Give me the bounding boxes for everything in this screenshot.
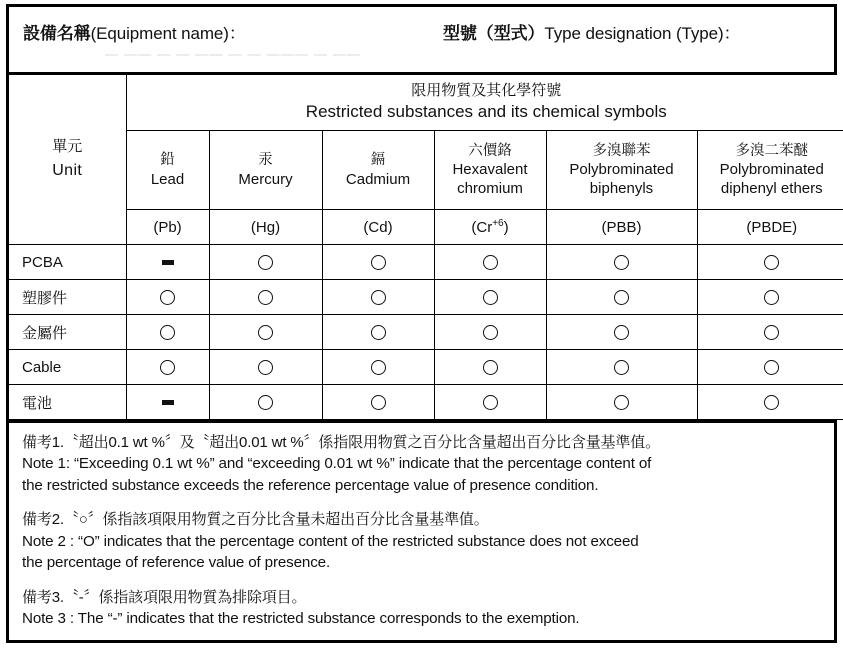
row-unit-name: PCBA	[9, 245, 126, 280]
substance-name-cjk: 多溴聯苯	[592, 142, 651, 159]
mark-circle-icon	[258, 255, 273, 270]
mark-circle-icon	[160, 360, 175, 375]
row-unit-name: Cable	[9, 350, 126, 385]
note-1	[22, 432, 821, 496]
mark-circle-icon	[483, 255, 498, 270]
table-row	[9, 385, 843, 420]
note-2	[22, 509, 821, 573]
note-2-cjk: 備考2.〝○〞係指該項限用物質之百分比含量未超出百分比含量基準值。	[22, 511, 489, 529]
cell-value	[126, 245, 209, 280]
mark-circle-icon	[764, 290, 779, 305]
table-row	[9, 350, 843, 385]
cell-value	[322, 245, 434, 280]
cell-value	[434, 280, 546, 315]
cell-value	[126, 350, 209, 385]
note-3-latin-line-1: Note 3 : The “-” indicates that the restricted substance corresponds to the exemption.	[22, 610, 580, 628]
header-group-label-cjk: 限用物質及其化學符號	[411, 81, 562, 99]
cell-value	[209, 315, 322, 350]
table-header-group-row	[9, 75, 843, 131]
header-symbol-pbde	[697, 210, 843, 245]
cell-value	[209, 245, 322, 280]
mark-circle-icon	[371, 360, 386, 375]
mark-circle-icon	[764, 325, 779, 340]
table-row	[9, 245, 843, 280]
header-group-label-latin: Restricted substances and its chemical symbols	[305, 102, 667, 122]
cell-value	[209, 385, 322, 420]
type-designation-label-cjk: 型號（型式）	[443, 24, 545, 43]
header-watermark: ⎽ ⎽⎽ ⎽ ⎽ ⎽⎽ ⎽ ⎽ ⎽⎽⎽ ⎽ ⎽⎽	[105, 41, 362, 56]
table-header-symbol-row	[9, 210, 843, 245]
table-row	[9, 315, 843, 350]
cell-value	[126, 280, 209, 315]
cell-value	[322, 385, 434, 420]
cell-value	[697, 350, 843, 385]
mark-dash-icon	[162, 400, 174, 405]
note-3	[22, 587, 821, 630]
cell-value	[434, 315, 546, 350]
symbol-text: (PBB)	[601, 218, 642, 236]
symbol-text: (Cd)	[363, 218, 393, 236]
mark-circle-icon	[258, 360, 273, 375]
header-substance-hexavalent-chromium	[434, 131, 546, 210]
notes-section	[9, 420, 834, 640]
type-designation-label-latin: Type designation (Type)：	[544, 24, 741, 43]
mark-circle-icon	[483, 395, 498, 410]
cell-value	[546, 315, 697, 350]
substance-name-cjk: 汞	[258, 152, 273, 169]
substance-name-latin: Lead	[150, 170, 185, 188]
mark-circle-icon	[371, 255, 386, 270]
cell-value	[126, 315, 209, 350]
mark-circle-icon	[160, 325, 175, 340]
table-header-substance-row	[9, 131, 843, 210]
header-band	[9, 7, 834, 75]
mark-circle-icon	[483, 325, 498, 340]
mark-circle-icon	[371, 290, 386, 305]
substance-name-cjk: 鉛	[160, 152, 175, 169]
mark-circle-icon	[614, 395, 629, 410]
header-unit-cell	[9, 75, 126, 245]
cell-value	[697, 245, 843, 280]
mark-circle-icon	[764, 360, 779, 375]
header-substance-cadmium	[322, 131, 434, 210]
symbol-close-paren: )	[503, 218, 509, 236]
type-designation-field[interactable]	[443, 19, 740, 44]
cell-value	[434, 385, 546, 420]
header-symbol-pbb	[546, 210, 697, 245]
table-frame	[6, 4, 837, 643]
equipment-name-label-cjk: 設備名稱	[23, 24, 91, 43]
mark-circle-icon	[483, 360, 498, 375]
header-substance-lead	[126, 131, 209, 210]
note-1-cjk: 備考1.〝超出0.1 wt %〞及〝超出0.01 wt %〞係指限用物質之百分比含量超出百分比含量基準值。	[22, 434, 660, 451]
note-1-latin-line-2: the restricted substance exceeds the reference percentage value of presence condition.	[22, 476, 599, 494]
header-unit-label-latin: Unit	[52, 161, 83, 179]
cell-value	[322, 315, 434, 350]
mark-circle-icon	[764, 395, 779, 410]
substance-name-cjk: 多溴二苯醚	[735, 142, 809, 159]
substance-name-latin: Mercury	[238, 170, 293, 188]
note-2-latin-line-1: Note 2 : “O” indicates that the percentage content of the restricted substance does not exceed	[22, 532, 639, 550]
header-symbol-hg	[209, 210, 322, 245]
symbol-text: (PBDE)	[746, 218, 798, 236]
mark-circle-icon	[614, 255, 629, 270]
header-group-cell	[126, 75, 843, 131]
mark-circle-icon	[258, 395, 273, 410]
table-row	[9, 280, 843, 315]
mark-circle-icon	[614, 325, 629, 340]
mark-circle-icon	[614, 290, 629, 305]
cell-value	[697, 280, 843, 315]
row-unit-name: 金屬件	[9, 315, 126, 350]
cell-value	[546, 385, 697, 420]
header-symbol-pb	[126, 210, 209, 245]
substance-name-latin: Cadmium	[345, 170, 411, 188]
mark-circle-icon	[614, 360, 629, 375]
cell-value	[546, 350, 697, 385]
cell-value	[546, 245, 697, 280]
note-3-cjk: 備考3.〝-〞係指該項限用物質為排除項目。	[22, 588, 307, 606]
cell-value	[209, 350, 322, 385]
header-unit-label-cjk: 單元	[52, 138, 83, 156]
note-2-latin-line-2: the percentage of reference value of presence.	[22, 554, 331, 572]
cell-value	[322, 280, 434, 315]
substance-name-latin: Polybrominated biphenyls	[569, 161, 674, 198]
symbol-text: (Cr	[471, 218, 493, 236]
mark-circle-icon	[371, 325, 386, 340]
mark-circle-icon	[258, 325, 273, 340]
mark-circle-icon	[764, 255, 779, 270]
cell-value	[697, 385, 843, 420]
mark-circle-icon	[258, 290, 273, 305]
restricted-substances-table	[9, 75, 843, 420]
symbol-superscript: +6	[492, 217, 504, 229]
equipment-name-label-latin: (Equipment name)：	[90, 24, 246, 43]
substance-name-cjk: 六價鉻	[468, 142, 512, 159]
cell-value	[322, 350, 434, 385]
mark-circle-icon	[371, 395, 386, 410]
substance-name-cjk: 鎘	[370, 152, 386, 169]
header-substance-pbb	[546, 131, 697, 210]
row-unit-name: 塑膠件	[9, 280, 126, 315]
substance-name-latin: Polybrominated diphenyl ethers	[719, 161, 824, 198]
mark-circle-icon	[160, 290, 175, 305]
note-1-latin-line-1: Note 1: “Exceeding 0.1 wt %” and “exceeding 0.01 wt %” indicate that the percentage content of	[22, 455, 652, 473]
symbol-text: (Pb)	[153, 218, 182, 236]
mark-dash-icon	[162, 260, 174, 265]
cell-value	[546, 280, 697, 315]
substance-name-latin: Hexavalent chromium	[452, 161, 528, 198]
cell-value	[434, 350, 546, 385]
symbol-text: (Hg)	[250, 218, 281, 236]
cell-value	[126, 385, 209, 420]
mark-circle-icon	[483, 290, 498, 305]
header-substance-mercury	[209, 131, 322, 210]
cell-value	[209, 280, 322, 315]
header-substance-pbde	[697, 131, 843, 210]
cell-value	[697, 315, 843, 350]
cell-value	[434, 245, 546, 280]
row-unit-name: 電池	[9, 385, 126, 420]
header-symbol-cr6	[434, 210, 546, 245]
header-symbol-cd	[322, 210, 434, 245]
